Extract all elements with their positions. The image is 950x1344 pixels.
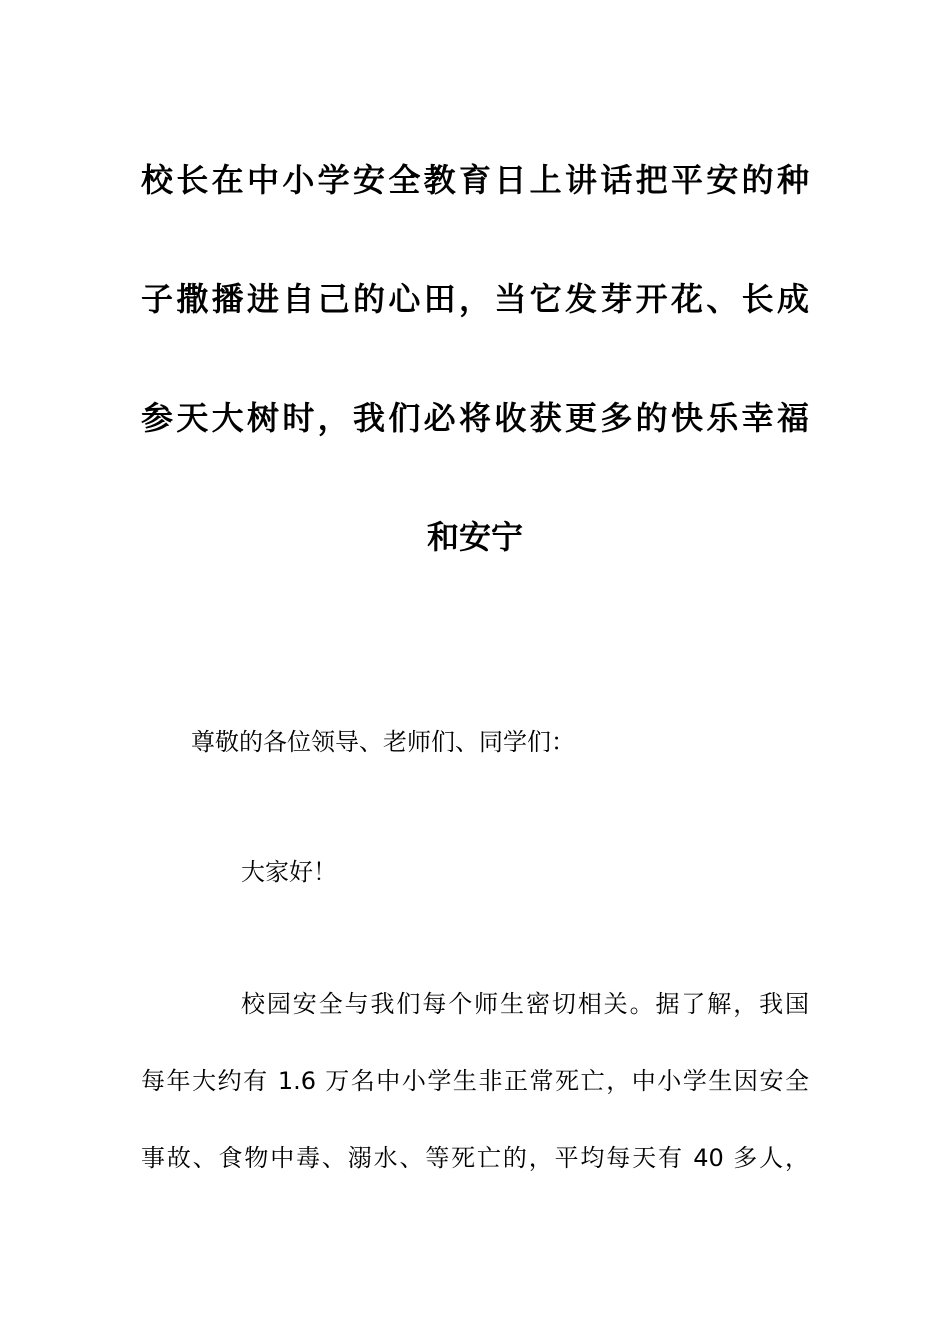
title-line-4: 和安宁 xyxy=(426,518,523,556)
title-line-3: 参天大树时，我们必将收获更多的快乐幸福 xyxy=(141,399,809,437)
title-line-1: 校长在中小学安全教育日上讲话把平安的种 xyxy=(141,161,809,199)
document-title xyxy=(141,150,809,626)
body-line-1: 校园安全与我们每个师生密切相关。据了解，我国 xyxy=(241,990,809,1018)
salutation: 尊敬的各位领导、老师们、同学们： xyxy=(191,728,575,756)
greeting: 大家好！ xyxy=(241,858,337,886)
title-line-2: 子撒播进自己的心田，当它发芽开花、长成 xyxy=(141,280,809,318)
body-line-2: 每年大约有 1.6 万名中小学生非正常死亡，中小学生因安全 xyxy=(141,1067,809,1095)
body-paragraph xyxy=(141,984,809,1215)
body-line-3: 事故、食物中毒、溺水、等死亡的，平均每天有 40 多人， xyxy=(141,1144,809,1172)
